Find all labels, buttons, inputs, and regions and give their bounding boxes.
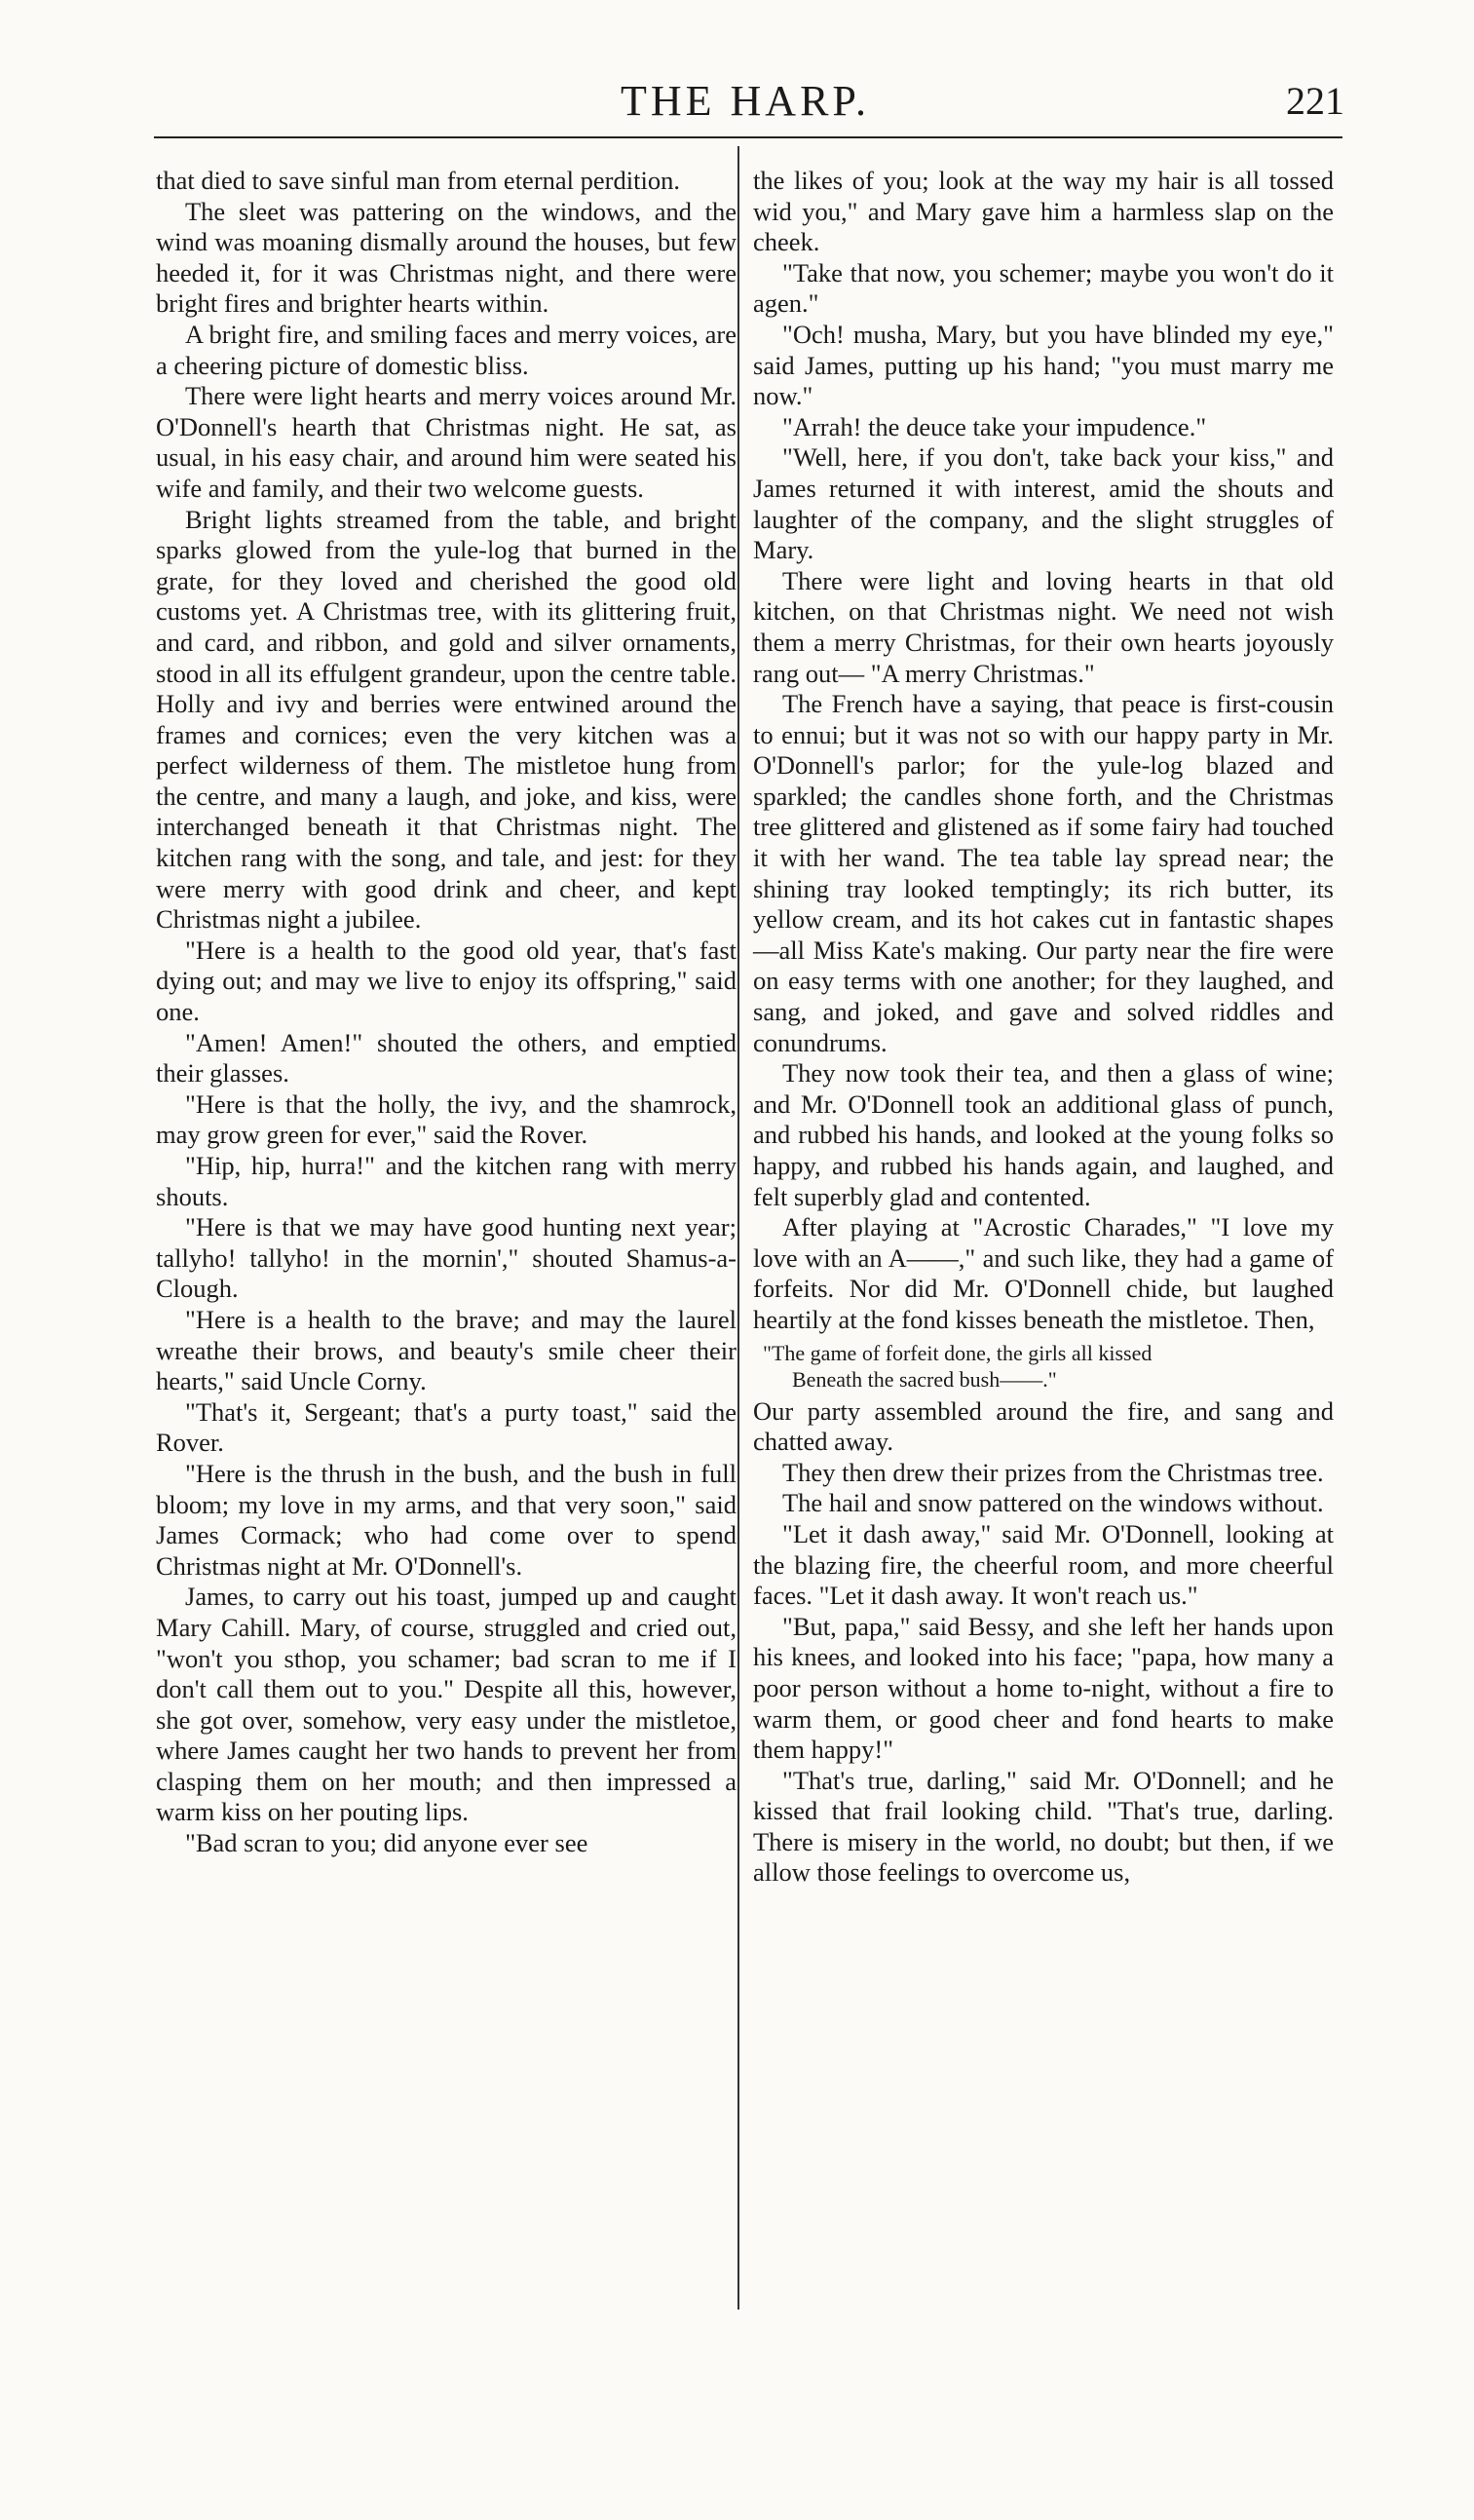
page-title: THE HARP. bbox=[620, 77, 871, 125]
paragraph: "Here is the thrush in the bush, and the bush in full bloom; my love in my arms, and that very soon," said James Cormack; who had come over to spend Christmas night at Mr. O'Donnell's. bbox=[156, 1458, 737, 1581]
paragraph: James, to carry out his toast, jumped up and caught Mary Cahill. Mary, of course, struggled and cried out, "won't you sthop, you schamer; bad scran to me if I don't call them out to you." Despite all this, however, she got over, somehow, very easy under the mistletoe, where James caught her two hands to prevent her from clasping them on her mouth; and then impressed a warm kiss on her pouting lips. bbox=[156, 1582, 737, 1827]
paragraph: A bright fire, and smiling faces and merry voices, are a cheering picture of domestic bliss. bbox=[156, 319, 737, 380]
paragraph: After playing at "Acrostic Charades," "I love my love with an A——," and such like, they had a game of forfeits. Nor did Mr. O'Donnell chide, but laughed heartily at the fond kisses beneath the mistletoe. Then, bbox=[753, 1212, 1334, 1334]
paragraph: The hail and snow pattered on the windows without. bbox=[782, 1488, 1324, 1518]
right-column bbox=[753, 166, 1334, 1889]
paragraph: that died to save sinful man from eternal perdition. bbox=[156, 166, 680, 195]
paragraph: "Here is a health to the brave; and may the laurel wreathe their brows, and beauty's smile cheer their hearts," said Uncle Corny. bbox=[156, 1304, 737, 1396]
paragraph: "That's true, darling," said Mr. O'Donnell; and he kissed that frail looking child. "That's true, darling. There is misery in the world, no doubt; but then, if we allow those feelings to overcome us, bbox=[753, 1765, 1334, 1888]
header-rule bbox=[154, 136, 1342, 138]
paragraph: "But, papa," said Bessy, and she left her hands upon his knees, and looked into his face; "papa, how many a poor person without a home to-night, without a fire to warm them, or good cheer and fond hearts to make them happy!" bbox=[753, 1611, 1334, 1765]
left-column bbox=[156, 166, 737, 1859]
paragraph: They then drew their prizes from the Christmas tree. bbox=[782, 1457, 1324, 1487]
paragraph: There were light and loving hearts in that old kitchen, on that Christmas night. We need not wish them a merry Christmas, for their own hearts joyously rang out— "A merry Christmas." bbox=[753, 565, 1334, 688]
paragraph: "Bad scran to you; did anyone ever see bbox=[185, 1828, 588, 1858]
paragraph: "Here is that we may have good hunting next year; tallyho! tallyho! in the mornin'," shouted Shamus-a-Clough. bbox=[156, 1212, 737, 1304]
paragraph: They now took their tea, and then a glass of wine; and Mr. O'Donnell took an additional glass of punch, and rubbed his hands, and looked at the young folks so happy, and rubbed his hands again, and laughed, and felt superbly glad and contented. bbox=[753, 1058, 1334, 1211]
paragraph: "Hip, hip, hurra!" and the kitchen rang with merry shouts. bbox=[156, 1151, 737, 1211]
paragraph: Our party assembled around the fire, and sang and chatted away. bbox=[753, 1395, 1334, 1457]
paragraph: "Here is that the holly, the ivy, and the shamrock, may grow green for ever," said the Rover. bbox=[156, 1088, 737, 1150]
paragraph: There were light hearts and merry voices around Mr. O'Donnell's hearth that Christmas night. He sat, as usual, in his easy chair, and around him were seated his wife and family, and their two welcome guests. bbox=[156, 381, 737, 503]
verse-line: Beneath the sacred bush——." bbox=[792, 1366, 1057, 1392]
verse-quote bbox=[753, 1340, 1334, 1393]
paragraph: the likes of you; look at the way my hair is all tossed wid you," and Mary gave him a harmless slap on the cheek. bbox=[753, 166, 1334, 257]
paragraph: Bright lights streamed from the table, and bright sparks glowed from the yule-log that burned in the grate, for they loved and cherished the good old customs yet. A Christmas tree, with its glittering fruit, and card, and ribbon, and gold and silver ornaments, stood in all its effulgent grandeur, upon the centre table. Holly and ivy and berries were entwined around the frames and cornices; even the very kitchen was a perfect wilderness of them. The mistletoe hung from the centre, and many a laugh, and joke, and kiss, were interchanged beneath it that Christmas night. The kitchen rang with the song, and tale, and jest: for they were merry with good drink and cheer, and kept Christmas night a jubilee. bbox=[156, 504, 737, 935]
paragraph: "Here is a health to the good old year, that's fast dying out; and may we live to enjoy its offspring," said one. bbox=[156, 935, 737, 1027]
paragraph: "Take that now, you schemer; maybe you won't do it agen." bbox=[753, 257, 1334, 319]
paragraph: "Arrah! the deuce take your impudence." bbox=[782, 411, 1207, 441]
paragraph: "Amen! Amen!" shouted the others, and emptied their glasses. bbox=[156, 1027, 737, 1088]
paragraph: "Let it dash away," said Mr. O'Donnell, looking at the blazing fire, the cheerful room, and more cheerful faces. "Let it dash away. It won't reach us." bbox=[753, 1518, 1334, 1611]
paragraph: "That's it, Sergeant; that's a purty toast," said the Rover. bbox=[156, 1396, 737, 1458]
paragraph: "Well, here, if you don't, take back your kiss," and James returned it with interest, amid the shouts and laughter of the company, and the slight struggles of Mary. bbox=[753, 442, 1334, 565]
column-divider bbox=[737, 146, 739, 2310]
paragraph: The sleet was pattering on the windows, and the wind was moaning dismally around the houses, but few heeded it, for it was Christmas night, and there were bright fires and brighter hearts within. bbox=[156, 196, 737, 319]
verse-line: "The game of forfeit done, the girls all kissed bbox=[763, 1340, 1153, 1365]
running-head bbox=[146, 72, 1344, 131]
page-number: 221 bbox=[1286, 79, 1344, 123]
paragraph: "Och! musha, Mary, but you have blinded my eye," said James, putting up his hand; "you must marry me now." bbox=[753, 319, 1334, 411]
paragraph: The French have a saying, that peace is first-cousin to ennui; but it was not so with our happy party in Mr. O'Donnell's parlor; for the yule-log blazed and sparkled; the candles shone forth, and the Christmas tree glittered and glistened as if some fairy had touched it with her wand. The tea table lay spread near; the shining tray looked temptingly; its rich butter, its yellow cream, and its hot cakes cut in fantastic shapes—all Miss Kate's making. Our party near the fire were on easy terms with one another; for they laughed, and sang, and joked, and gave and solved riddles and conundrums. bbox=[753, 689, 1334, 1057]
